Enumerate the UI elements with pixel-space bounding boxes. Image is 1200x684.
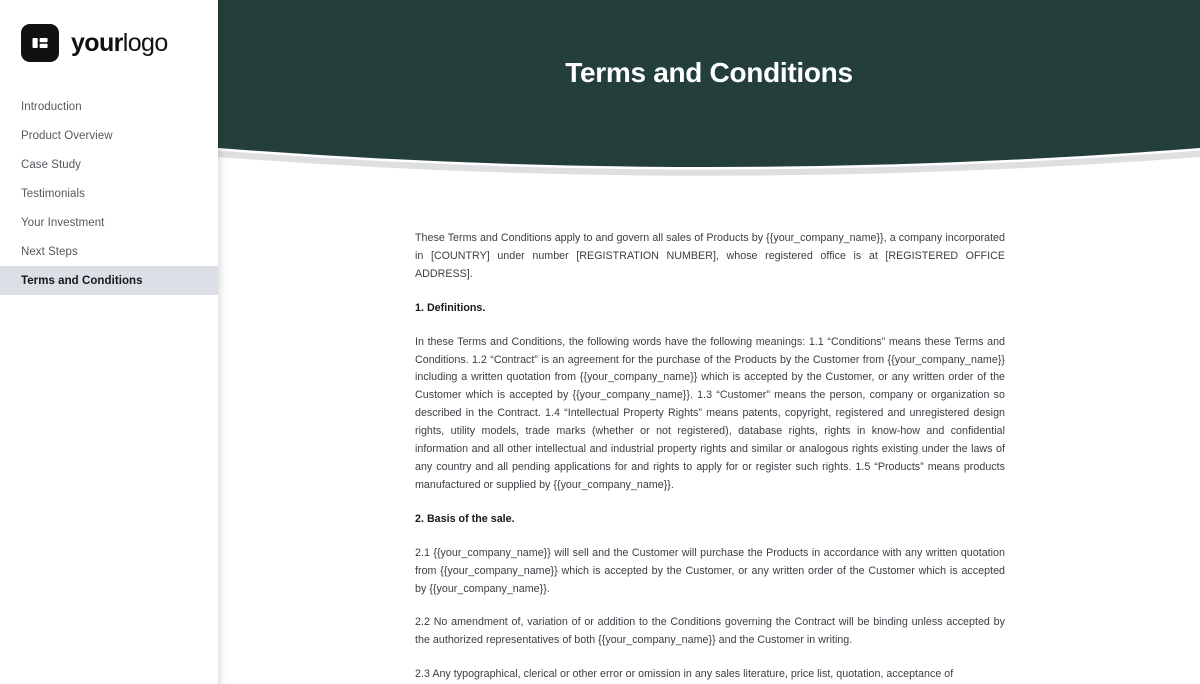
document-paragraph-2-2: 2.2 No amendment of, variation of or addition to the Conditions governing the Contract will be binding unless accepted by the authorized representatives of both {{your_company_name}} and the Customer in writing.: [415, 616, 1005, 647]
sidebar-item-label: Terms and Conditions: [21, 274, 143, 287]
sidebar-nav: [0, 0, 218, 684]
sidebar-item-testimonials[interactable]: [0, 179, 218, 208]
document-paragraph-2-1: 2.1 {{your_company_name}} will sell and the Customer will purchase the Products in accordance with any written quotation from {{your_company_name}} which is accepted by the Customer, or any written order of the Customer which is accepted by {{your_company_name}}.: [415, 546, 1005, 595]
sidebar-item-label: Product Overview: [21, 129, 113, 142]
section-heading-definitions: 1. Definitions.: [415, 301, 486, 314]
document-body: [415, 230, 1005, 684]
page-title: Terms and Conditions: [565, 57, 853, 88]
document-paragraph-2-3: 2.3 Any typographical, clerical or other error or omission in any sales literature, price list, quotation, acceptance of: [415, 668, 954, 681]
sidebar-item-label: Your Investment: [21, 216, 105, 229]
sidebar-item-label: Case Study: [21, 158, 81, 171]
page-header-banner: [218, 0, 1200, 180]
sidebar-item-terms-and-conditions[interactable]: [0, 266, 218, 295]
sidebar-item-label: Testimonials: [21, 187, 85, 200]
brand-word-bold: your: [71, 28, 123, 57]
sidebar-item-your-investment[interactable]: [0, 208, 218, 237]
section-heading-basis-of-sale: 2. Basis of the sale.: [415, 512, 515, 525]
sidebar-item-product-overview[interactable]: [0, 121, 218, 150]
sidebar-item-next-steps[interactable]: [0, 237, 218, 266]
sidebar-item-list: [0, 92, 218, 295]
brand-wordmark: [71, 28, 168, 57]
brand-logo[interactable]: [21, 24, 168, 62]
sidebar-item-label: Next Steps: [21, 245, 78, 258]
brand-word-light: logo: [122, 28, 168, 57]
document-paragraph-definitions: In these Terms and Conditions, the following words have the following meanings: 1.1 “Conditions” means these Terms and Conditions. 1.2 “Contract” is an agreement for the purchase of the Products by the Customer from {{your_company_name}} including a written quotation from {{your_company_name}} which is accepted by the Customer, or any written order of the Customer which is accepted by {{your_company_name}}. 1.3 “Customer” means the person, company or organization so described in the Contract. 1.4 “Intellectual Property Rights” means patents, copyright, registered and unregistered design rights, utility models, trade marks (whether or not registered), database rights, rights in know-how and confidential information and all other intellectual and industrial property rights and similar or analogous rights existing under the laws of any country and all pending applications for and rights to apply for or register such rights. 1.5 “Products” means products manufactured or supplied by {{your_company_name}}.: [415, 335, 1005, 491]
sidebar-item-label: Introduction: [21, 100, 82, 113]
sidebar-item-case-study[interactable]: [0, 150, 218, 179]
sidebar-item-introduction[interactable]: [0, 92, 218, 121]
document-paragraph-intro: These Terms and Conditions apply to and govern all sales of Products by {{your_company_name}}, a company incorporated in [COUNTRY] under number [REGISTRATION NUMBER], whose registered office is at [REGISTERED OFFICE ADDRESS].: [415, 232, 1005, 280]
layout-panels-icon: [21, 24, 59, 62]
